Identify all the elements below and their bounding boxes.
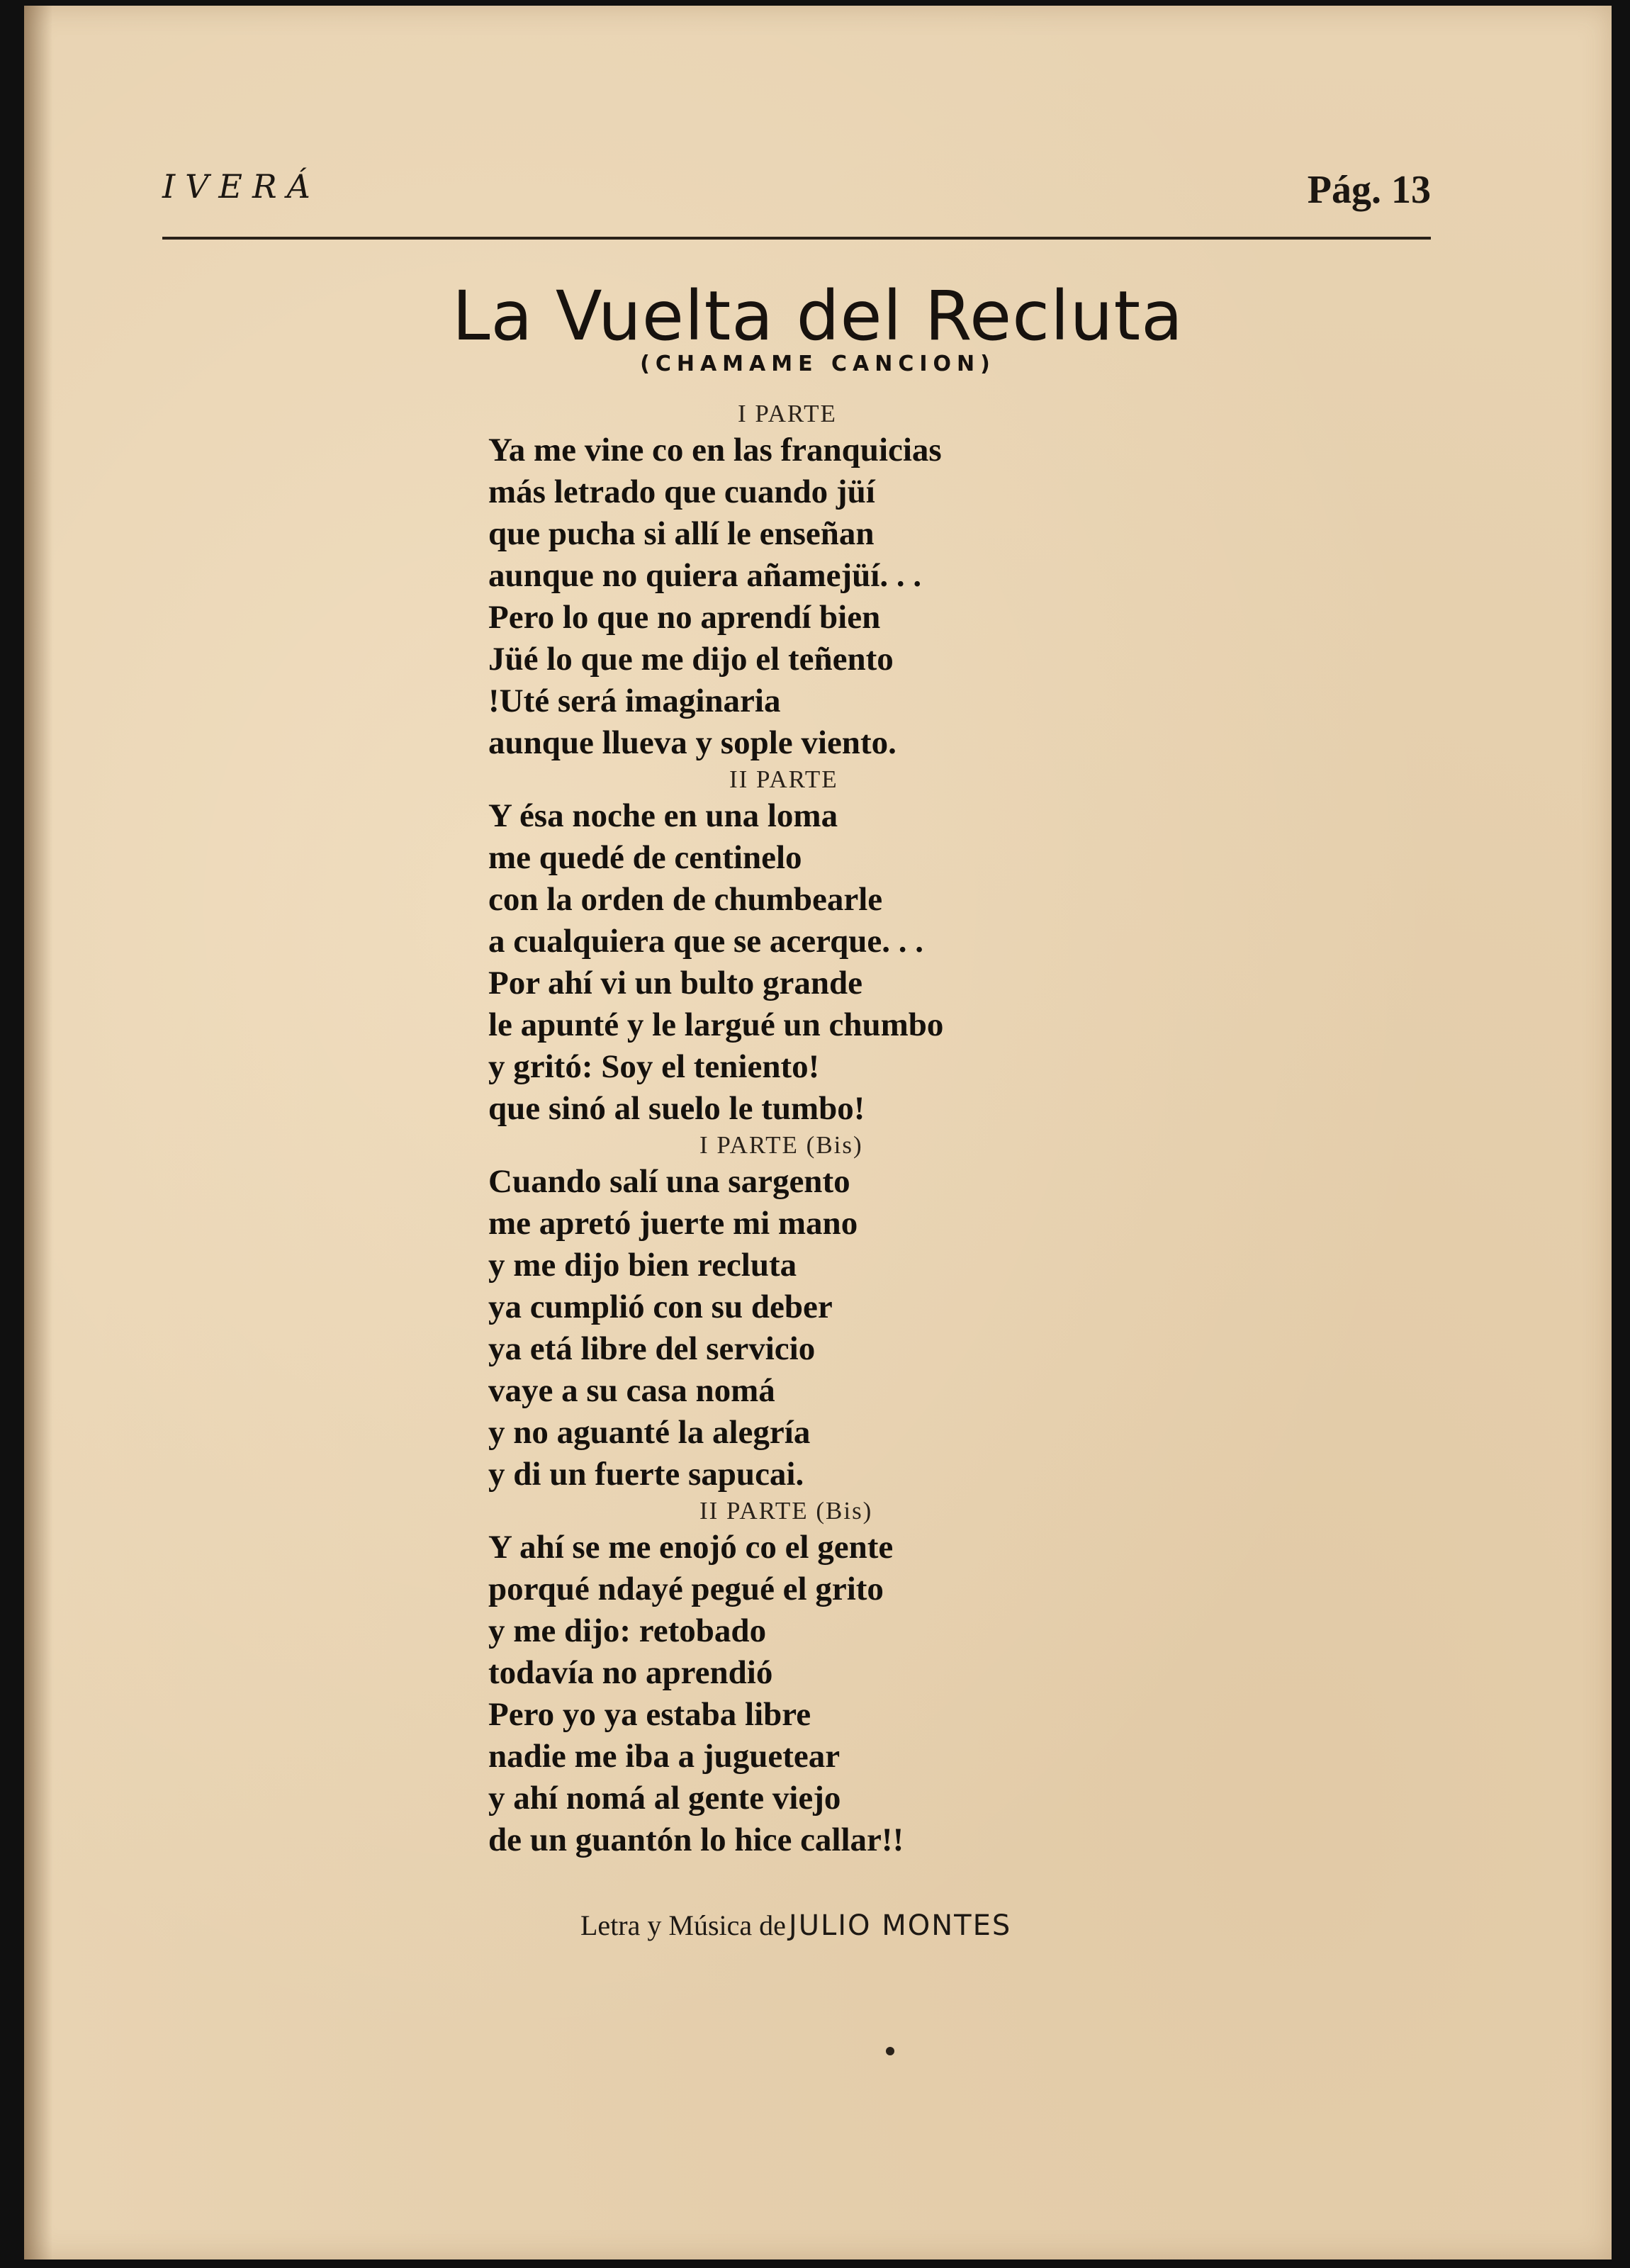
lyric-line: Cuando salí una sargento (488, 1163, 850, 1200)
lyric-line: Jüé lo que me dijo el teñento (488, 641, 894, 678)
section-1 (488, 398, 1339, 764)
lyric-line: le apunté y le largué un chumbo (488, 1006, 944, 1043)
lyric-line: más letrado que cuando jüí (488, 473, 875, 510)
section-label: II PARTE (Bis) (699, 1497, 873, 1525)
magazine-page (24, 6, 1612, 2259)
lyric-line: nadie me iba a juguetear (488, 1738, 841, 1775)
lyric-line: y ahí nomá al gente viejo (488, 1780, 841, 1817)
lyric-line: que sinó al suelo le tumbo! (488, 1090, 865, 1127)
lyric-line: Pero lo que no aprendí bien (488, 599, 881, 636)
lyric-line: Y ahí se me enojó co el gente (488, 1529, 894, 1566)
section-4 (488, 1495, 1339, 1861)
lyric-line: a cualquiera que se acerque. . . (488, 923, 924, 960)
lyric-line: me apretó juerte mi mano (488, 1205, 858, 1242)
page-number: Pág. 13 (1307, 168, 1431, 212)
lyric-line: y di un fuerte sapucai. (488, 1456, 804, 1493)
lyric-line: Pero yo ya estaba libre (488, 1696, 811, 1733)
section-label: I PARTE (Bis) (699, 1131, 863, 1159)
lyric-line: porqué ndayé pegué el grito (488, 1571, 884, 1607)
lyric-line: Y ésa noche en una loma (488, 797, 838, 834)
lyrics-block (488, 398, 1339, 1861)
lyric-line: que pucha si allí le enseñan (488, 515, 875, 552)
song-credit (580, 1909, 1011, 1942)
lyric-line: aunque no quiera añamejüí. . . (488, 557, 922, 594)
lyric-line: y me dijo bien recluta (488, 1247, 797, 1284)
section-3 (488, 1130, 1339, 1495)
song-subtitle: (CHAMAME CANCION) (640, 352, 996, 376)
lyric-line: me quedé de centinelo (488, 839, 802, 876)
lyric-line: Ya me vine co en las franquicias (488, 432, 942, 468)
page-header (162, 167, 1431, 231)
footer-dot (886, 2047, 894, 2055)
credit-prefix: Letra y Música de (580, 1909, 786, 1941)
lyric-line: todavía no aprendió (488, 1654, 773, 1691)
lyric-line: vaye a su casa nomá (488, 1372, 775, 1409)
song-title: La Vuelta del Recluta (452, 276, 1184, 356)
lyric-line: aunque llueva y sople viento. (488, 724, 896, 761)
section-label: II PARTE (729, 765, 838, 793)
credit-author: JULIO MONTES (788, 1909, 1012, 1942)
section-2 (488, 764, 1339, 1130)
section-label: I PARTE (738, 400, 837, 427)
lyric-line: y no aguanté la alegría (488, 1414, 811, 1451)
lyric-line: ya etá libre del servicio (488, 1330, 816, 1367)
lyric-line: y gritó: Soy el teniento! (488, 1048, 820, 1085)
lyric-line: con la orden de chumbearle (488, 881, 883, 918)
lyric-line: de un guantón lo hice callar!! (488, 1821, 904, 1858)
lyric-line: !Uté será imaginaria (488, 683, 781, 719)
lyric-line: y me dijo: retobado (488, 1612, 767, 1649)
lyric-line: ya cumplió con su deber (488, 1289, 833, 1325)
header-rule (162, 237, 1431, 240)
magazine-name: IVERÁ (162, 167, 320, 206)
lyric-line: Por ahí vi un bulto grande (488, 965, 862, 1001)
